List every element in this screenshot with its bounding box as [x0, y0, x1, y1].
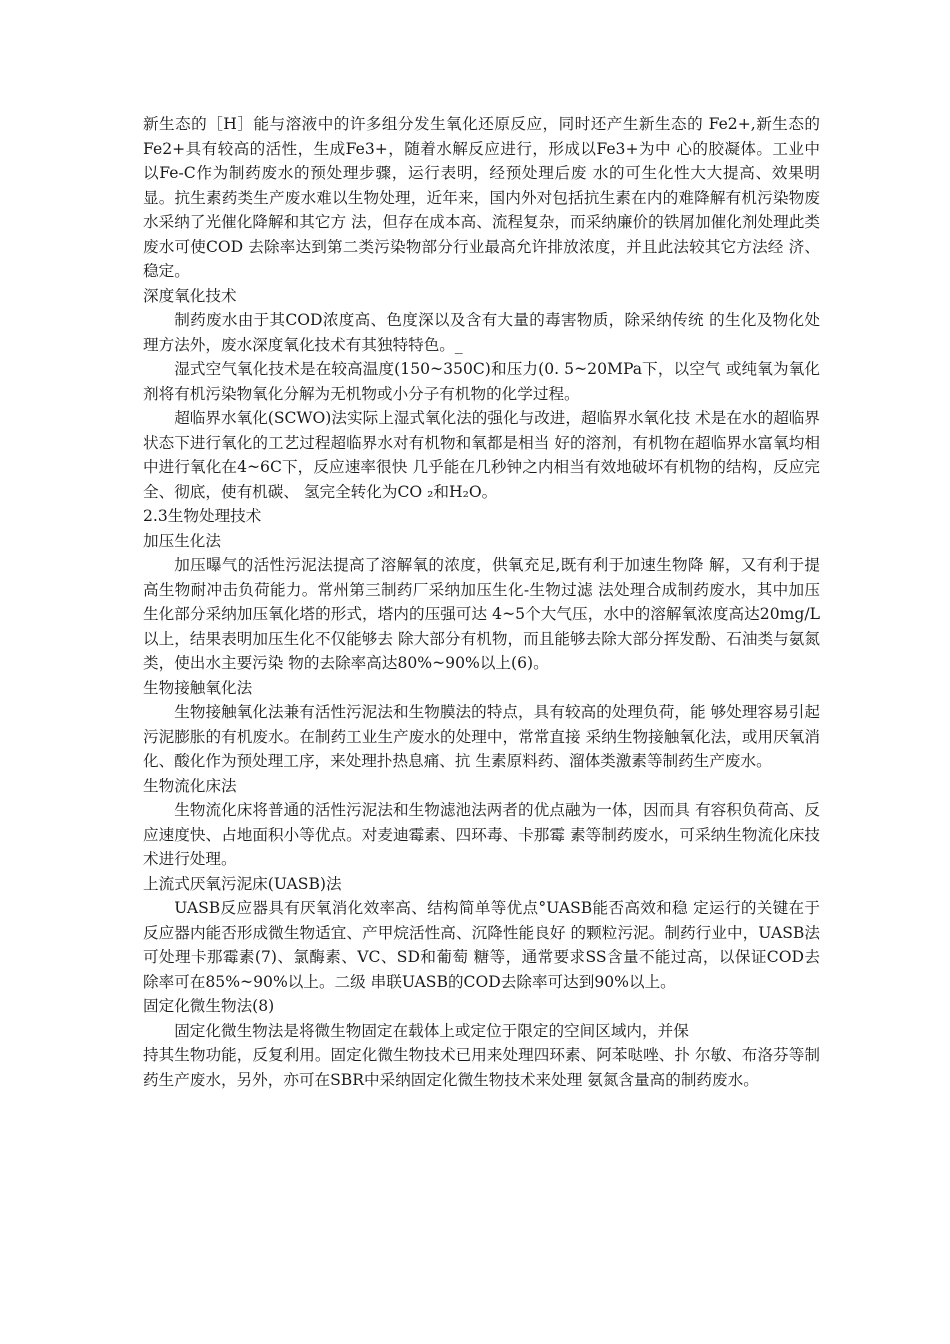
paragraph-contact-oxidation: 生物接触氧化法兼有活性污泥法和生物膜法的特点，具有较高的处理负荷，能 够处理容易引起污泥膨胀的有机废水。在制药工业生产废水的处理中，常常直接 采纳生物接触氧化法，或用厌氧消化、酸化作为预处理工序，来处理扑热息痛、抗 生素原料药、溜体类激素等制药生产废水。: [143, 703, 820, 770]
heading-pressurized-biochemical: 加压生化法: [143, 531, 221, 550]
heading-biological-treatment: 2.3生物处理技术: [143, 507, 262, 525]
paragraph-fluidized-bed: 生物流化床将普通的活性污泥法和生物滤池法两者的优点融为一体，因而具 有容积负荷高、反应速度快、占地面积小等优点。对麦迪霉素、四环毒、卡那霉 素等制药废水，可采纳生物流化床技术进行处理。: [143, 801, 820, 868]
heading-immobilized-microorganism: 固定化微生物法(8): [143, 997, 275, 1015]
paragraph-immobilized-rest: 持其生物功能，反复利用。固定化微生物技术已用来处理四环素、阿苯哒唑、扑 尔敏、布洛芬等制药生产废水，另外，亦可在SBR中采纳固定化微生物技术来处理 氨氮含量高的制药废水。: [143, 1046, 820, 1089]
heading-contact-oxidation: 生物接触氧化法: [143, 678, 253, 697]
heading-deep-oxidation: 深度氧化技术: [143, 286, 237, 305]
heading-uasb: 上流式厌氧污泥床(UASB)法: [143, 874, 342, 893]
paragraph-immobilized-line1: 固定化微生物法是将微生物固定在载体上或定位于限定的空间区域内，并保: [174, 1021, 689, 1040]
heading-fluidized-bed: 生物流化床法: [143, 776, 237, 795]
paragraph-deep-oxidation-intro: 制药废水由于其COD浓度高、色度深以及含有大量的毒害物质，除采纳传统 的生化及物化处理方法外，废水深度氧化技术有其独特特色。_: [143, 311, 820, 354]
paragraph-wet-air-oxidation: 湿式空气氧化技术是在较高温度(150~350C)和压力(0. 5~20MPa下，以空气 或纯氧为氧化剂将有机污染物氧化分解为无机物或小分子有机物的化学过程。: [143, 360, 820, 403]
paragraph-uasb: UASB反应器具有厌氧消化效率高、结构简单等优点°UASB能否高效和稳 定运行的关键在于反应器内能否形成微生物适宜、产甲烷活性高、沉降性能良好 的颗粒污泥。制药行业中，UASB法可处理卡那霉素(7)、氯酶素、VC、SD和葡萄 糖等，通常要求SS含量不能过高，以保证COD去除率可在85%~90%以上。二级 串联UASB的COD去除率可达到90%以上。: [143, 899, 820, 991]
paragraph-pressurized-biochemical: 加压曝气的活性污泥法提高了溶解氧的浓度，供氧充足,既有利于加速生物降 解，又有利于提高生物耐冲击负荷能力。常州第三制药厂采纳加压生化-生物过滤 法处理合成制药废水，其中加压生化部分采纳加压氧化塔的形式，塔内的压强可达 4~5个大气压，水中的溶解氧浓度高达20mg/L以上，结果表明加压生化不仅能够去 除大部分有机物，而且能够去除大部分挥发酚、石油类与氨氮类，使出水主要污染 物的去除率高达80%~90%以上(6)。: [143, 556, 820, 672]
paragraph-scwo: 超临界水氧化(SCWO)法实际上湿式氧化法的强化与改进，超临界水氧化技 术是在水的超临界状态下进行氧化的工艺过程超临界水对有机物和氧都是相当 好的溶剂，有机物在超临界水富氧均相中进行氧化在4~6C下，反应速率很快 几乎能在几秒钟之内相当有效地破坏有机物的结构，反应完全、彻底，使有机碳、 氢完全转化为CO ₂和H₂O。: [143, 409, 820, 501]
document-page: [143, 112, 820, 1092]
paragraph-fe-c-pretreatment: 新生态的［H］能与溶液中的许多组分发生氧化还原反应，同时还产生新生态的 Fe2+,新生态的Fe2+具有较高的活性，生成Fe3+，随着水解反应进行，形成以Fe3+为中 心的胶凝体。工业中以Fe-C作为制药废水的预处理步骤，运行表明，经预处理后废 水的可生化性大大提高、效果明显。抗生素药类生产废水难以生物处理，近年来，国内外对包括抗生素在内的难降解有机污染物废水采纳了光催化降解和其它方 法，但存在成本高、流程复杂，而采纳廉价的铁屑加催化剂处理此类废水可使COD 去除率达到第二类污染物部分行业最高允许排放浓度，并且此法较其它方法经 济、稳定。: [143, 115, 820, 280]
